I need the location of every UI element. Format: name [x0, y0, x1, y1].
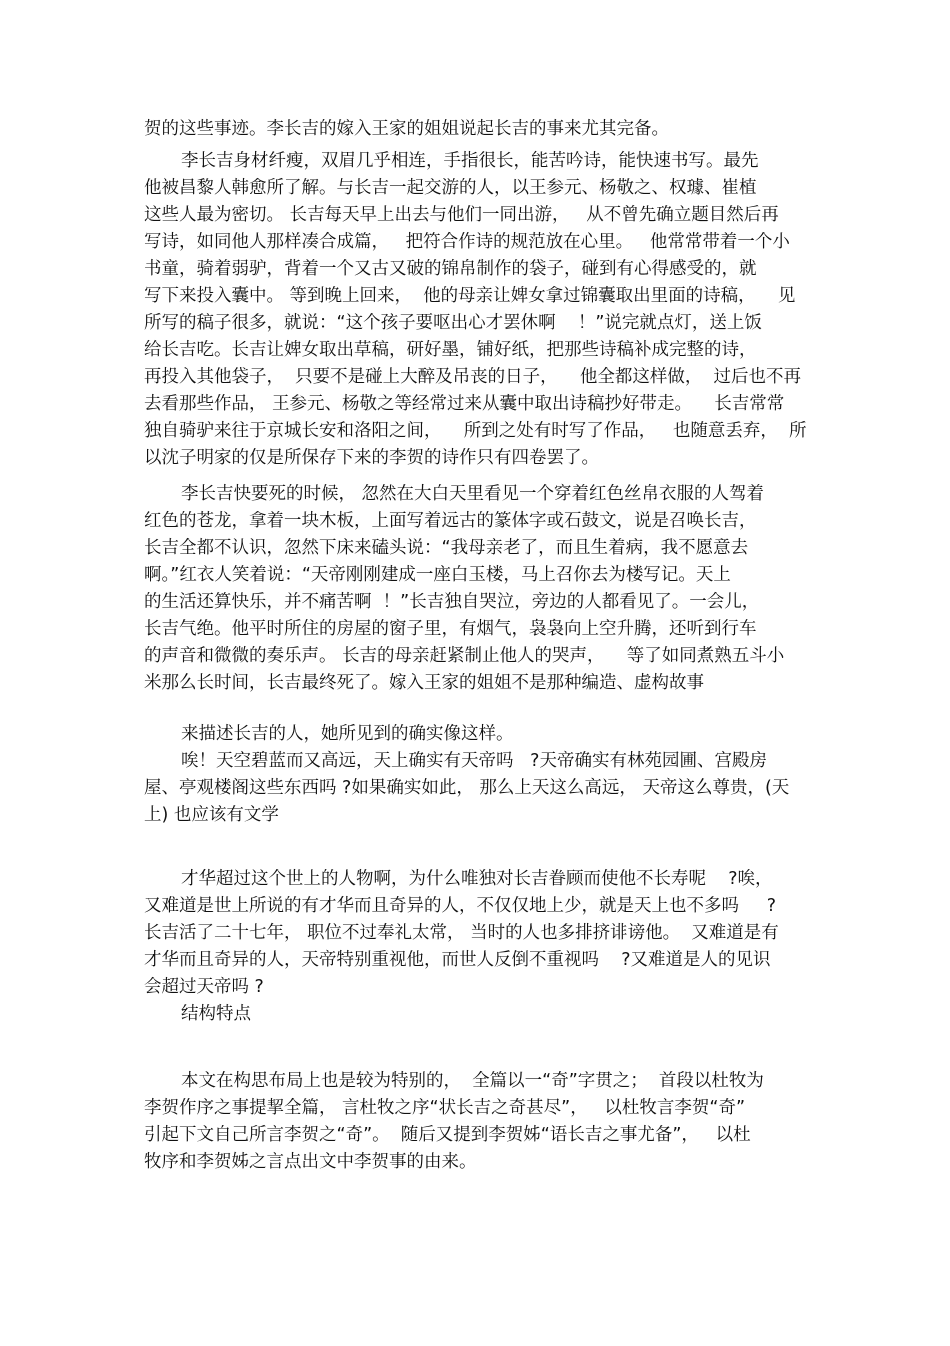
- paragraph-line: 红色的苍龙，拿着一块木板，上面写着远古的篆体字或石鼓文，说是召唤长吉，: [144, 511, 757, 531]
- paragraph-line: 牧序和李贺姊之言点出文中李贺事的由来。: [144, 1152, 477, 1172]
- paragraph-line: 去看那些作品， 王参元、杨敬之等经常过来从囊中取出诗稿抄好带走。 长吉常常: [144, 394, 785, 414]
- paragraph-line: 来描述长吉的人，她所见到的确实像这样。: [181, 724, 514, 744]
- paragraph-line: 所写的稿子很多，就说：“这个孩子要呕出心才罢休啊 ！”说完就点灯，送上饭: [144, 313, 762, 333]
- paragraph-line: 再投入其他袋子， 只要不是碰上大醉及吊丧的日子， 他全都这样做， 过后也不再: [144, 367, 801, 387]
- paragraph-line: 又难道是世上所说的有才华而且奇异的人，不仅仅地上少，就是天上也不多吗 ?: [144, 896, 777, 916]
- paragraph-line: 才华超过这个世上的人物啊，为什么唯独对长吉眷顾而使他不长寿呢 ?唉，: [181, 869, 773, 889]
- paragraph-line: 长吉气绝。他平时所住的房屋的窗子里，有烟气，袅袅向上空升腾，还听到行车: [144, 619, 757, 639]
- paragraph-line: 以沈子明家的仅是所保存下来的李贺的诗作只有四卷罢了。: [144, 448, 599, 468]
- paragraph-line: 会超过天帝吗 ?: [144, 977, 264, 997]
- paragraph-line: 长吉活了二十七年， 职位不过奉礼太常， 当时的人也多排挤诽谤他。 又难道是有: [144, 923, 779, 943]
- paragraph-line: 啊。”红衣人笑着说：“天帝刚刚建成一座白玉楼，马上召你去为楼写记。天上: [144, 565, 731, 585]
- paragraph-line: 他被昌黎人韩愈所了解。与长吉一起交游的人，以王参元、杨敬之、权璩、崔植: [144, 178, 757, 198]
- paragraph-line: 屋、亭观楼阁这些东西吗 ?如果确实如此， 那么上天这么高远， 天帝这么尊贵，(天: [144, 778, 790, 798]
- paragraph-line: 李长吉快要死的时候， 忽然在大白天里看见一个穿着红色丝帛衣服的人驾着: [181, 484, 765, 504]
- paragraph-line: 这些人最为密切。 长吉每天早上出去与他们一同出游， 从不曾先确立题目然后再: [144, 205, 779, 225]
- paragraph-line: 独自骑驴来往于京城长安和洛阳之间， 所到之处有时写了作品， 也随意丢弃， 所: [144, 421, 807, 441]
- paragraph-line: 米那么长时间，长吉最终死了。嫁入王家的姐姐不是那种编造、虚构故事: [144, 673, 704, 693]
- paragraph-line: 本文在构思布局上也是较为特别的， 全篇以一“奇”字贯之； 首段以杜牧为: [181, 1071, 764, 1091]
- paragraph-line: 引起下文自己所言李贺之“奇”。 随后又提到李贺姊“语长吉之事尤备”， 以杜: [144, 1125, 751, 1145]
- paragraph-line: 给长吉吃。长吉让婢女取出草稿，研好墨，铺好纸，把那些诗稿补成完整的诗，: [144, 340, 757, 360]
- paragraph-line: 贺的这些事迹。李长吉的嫁入王家的姐姐说起长吉的事来尤其完备。: [144, 119, 669, 139]
- paragraph-line: 的声音和微微的奏乐声。 长吉的母亲赶紧制止他人的哭声， 等了如同煮熟五斗小: [144, 646, 785, 666]
- paragraph-line: 书童，骑着弱驴，背着一个又古又破的锦帛制作的袋子，碰到有心得感受的，就: [144, 259, 757, 279]
- section-heading: 结构特点: [181, 1004, 251, 1024]
- paragraph-line: 写下来投入囊中。 等到晚上回来， 他的母亲让婢女拿过锦囊取出里面的诗稿， 见: [144, 286, 796, 306]
- paragraph-line: 唉！天空碧蓝而又高远，天上确实有天帝吗 ?天帝确实有林苑园圃、宫殿房: [181, 751, 767, 771]
- paragraph-line: 长吉全都不认识，忽然下床来磕头说：“我母亲老了，而且生着病，我不愿意去: [144, 538, 749, 558]
- paragraph-line: 才华而且奇异的人，天帝特别重视他，而世人反倒不重视吗 ?又难道是人的见识: [144, 950, 771, 970]
- paragraph-line: 写诗，如同他人那样凑合成篇， 把符合作诗的规范放在心里。 他常常带着一个小: [144, 232, 790, 252]
- paragraph-line: 上) 也应该有文学: [144, 805, 279, 825]
- paragraph-line: 的生活还算快乐，并不痛苦啊 ！”长吉独自哭泣，旁边的人都看见了。一会儿，: [144, 592, 760, 612]
- paragraph-line: 李长吉身材纤瘦，双眉几乎相连，手指很长，能苦吟诗，能快速书写。最先: [181, 151, 759, 171]
- paragraph-line: 李贺作序之事提挈全篇， 言杜牧之序“状长吉之奇甚尽”， 以杜牧言李贺“奇”: [144, 1098, 746, 1118]
